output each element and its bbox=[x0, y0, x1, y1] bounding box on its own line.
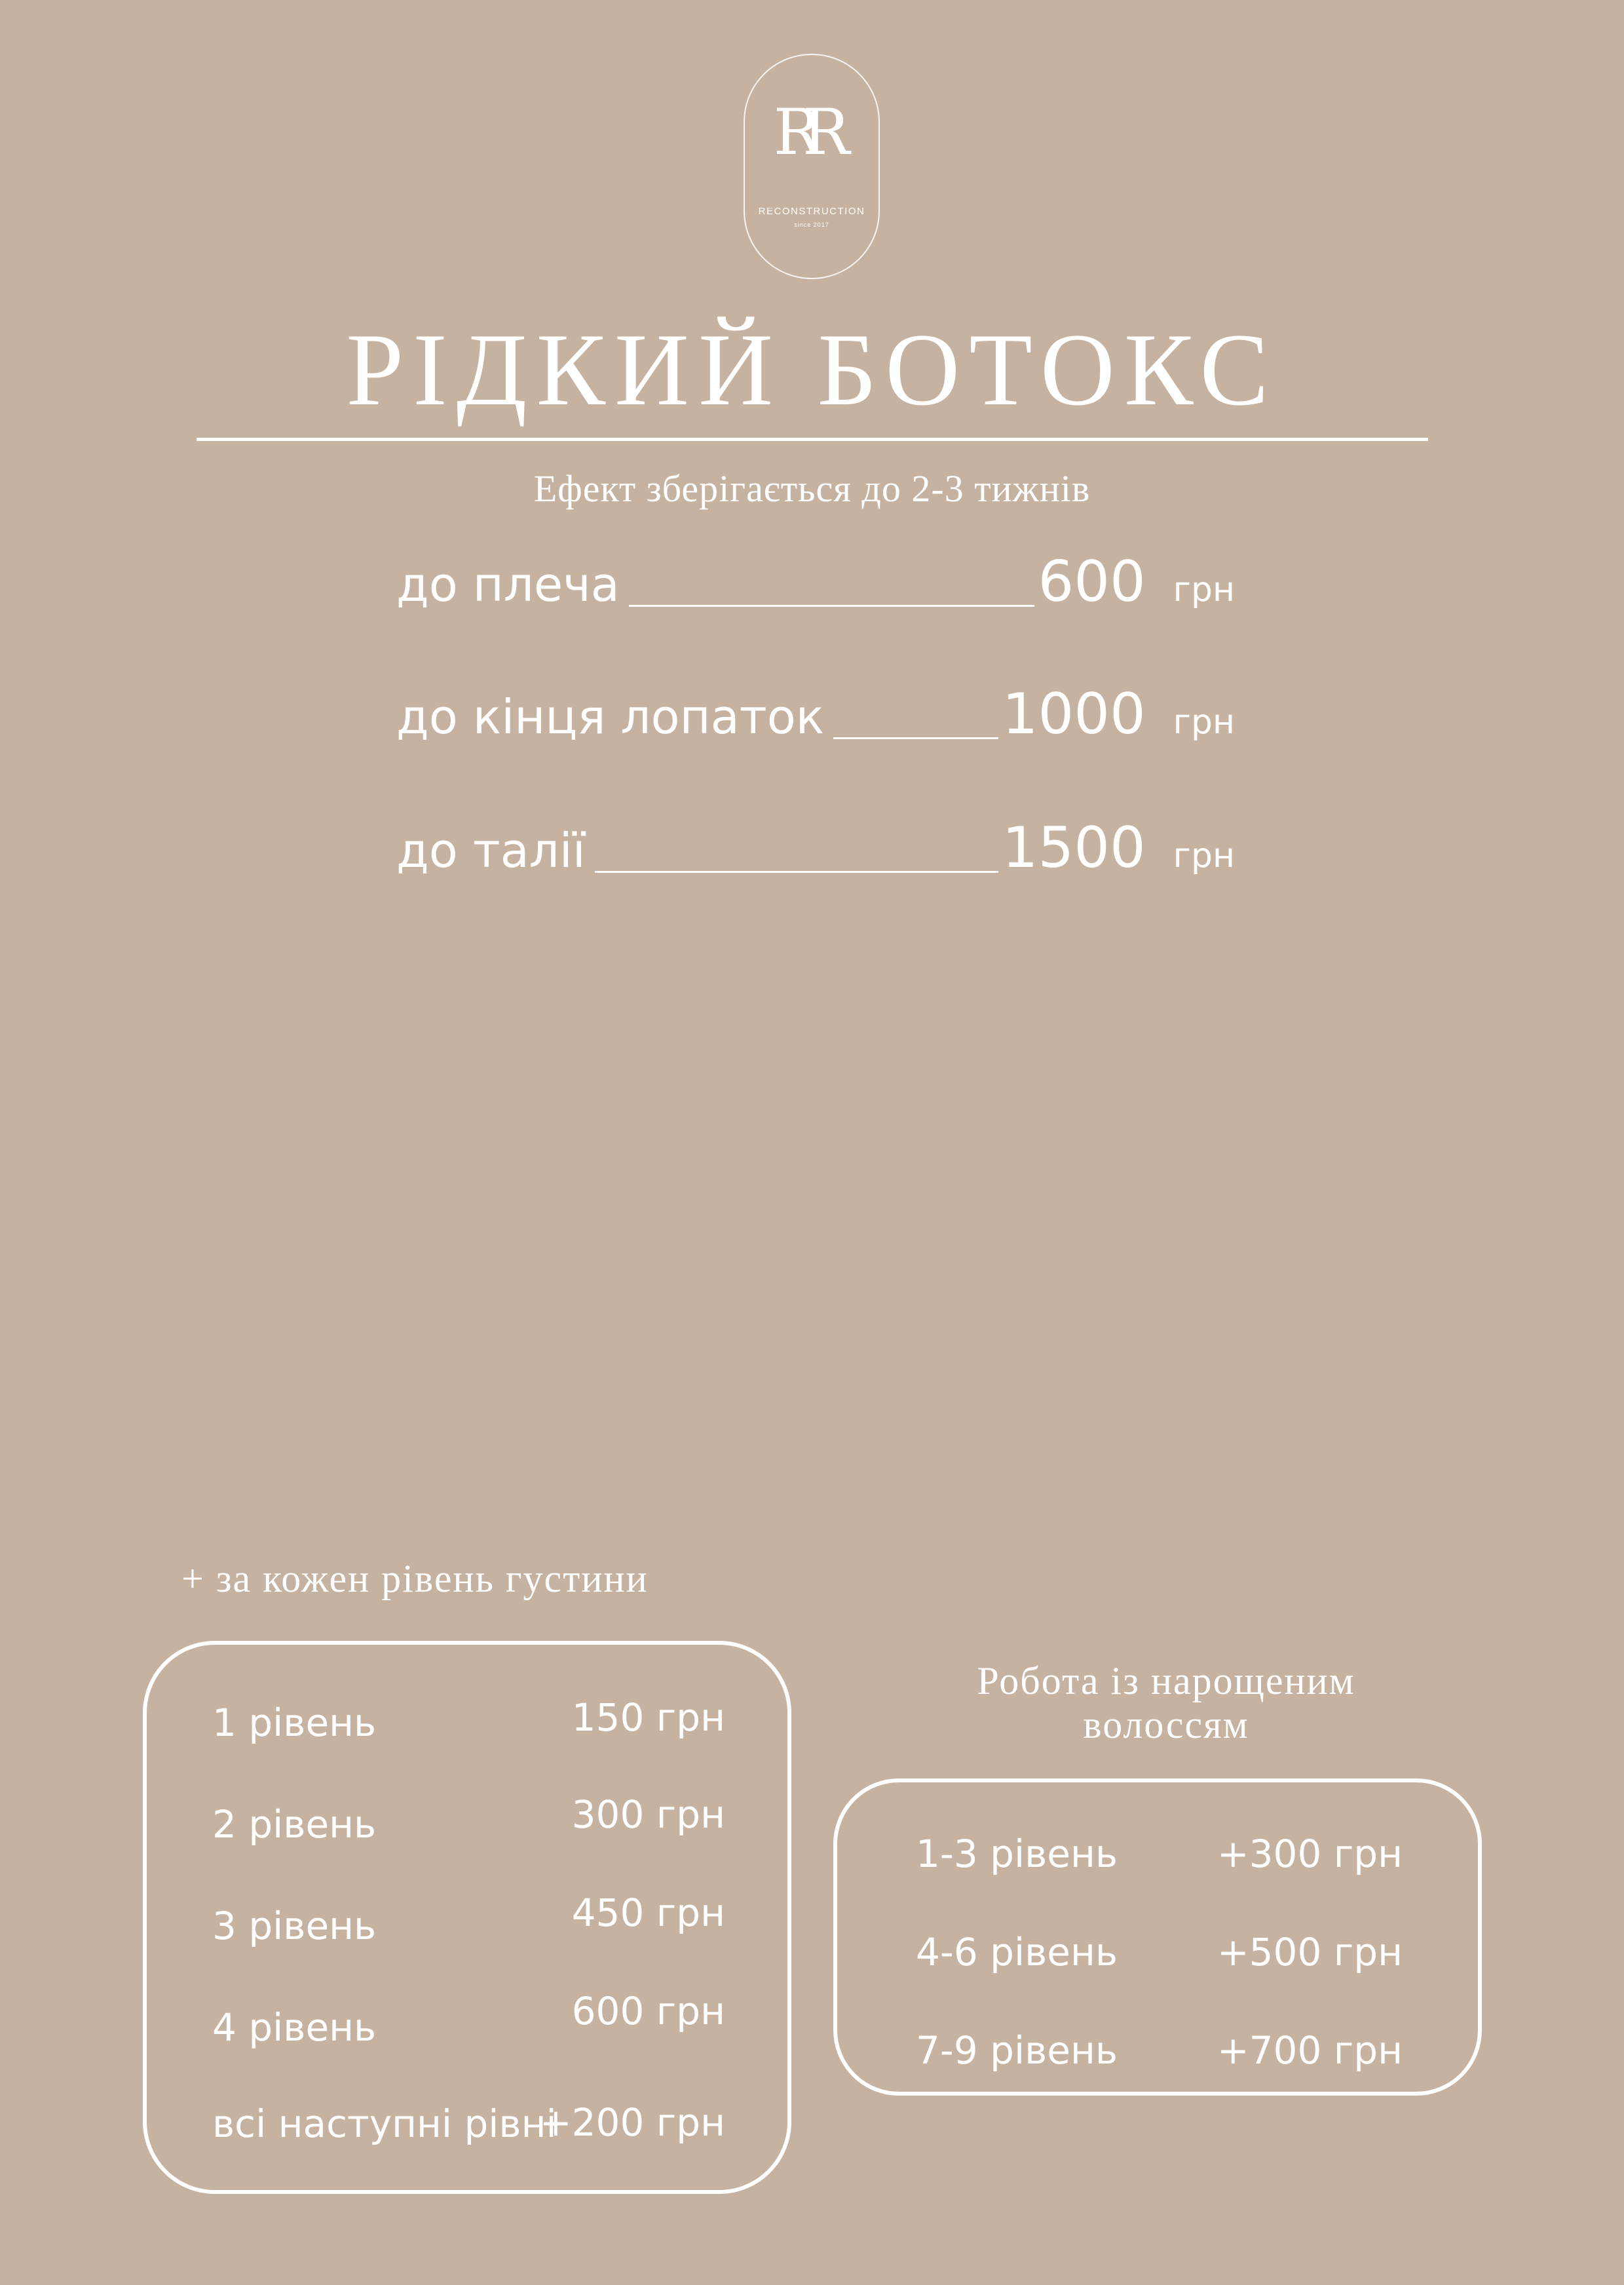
page-title: РІДКИЙ БОТОКС bbox=[346, 313, 1278, 427]
density-price: 300 грн bbox=[571, 1792, 725, 1837]
density-heading: + за кожен рівень густини bbox=[181, 1557, 649, 1600]
extensions-level: 4-6 рівень bbox=[916, 1930, 1118, 1974]
density-price: 150 грн bbox=[571, 1695, 725, 1740]
logo-brand-name: RECONSTRUCTION bbox=[758, 206, 865, 217]
price-value: 600 bbox=[1038, 549, 1146, 615]
extensions-heading-line: Робота із нарощеним bbox=[977, 1659, 1355, 1702]
density-level: 4 рівень bbox=[212, 2005, 377, 2050]
price-label: до кінця лопаток bbox=[396, 689, 825, 744]
price-currency: грн bbox=[1173, 570, 1235, 609]
density-level: 2 рівень bbox=[212, 1802, 377, 1847]
extensions-price: +500 грн bbox=[1217, 1930, 1403, 1974]
brand-logo bbox=[744, 54, 880, 279]
extensions-heading bbox=[878, 1659, 1454, 1747]
price-value: 1500 bbox=[1002, 815, 1146, 881]
price-label: до талії bbox=[396, 823, 586, 878]
density-price: 600 грн bbox=[571, 1989, 725, 2033]
logo-monogram: RR bbox=[773, 96, 832, 169]
price-currency: грн bbox=[1173, 702, 1235, 742]
price-label: до плеча bbox=[396, 557, 620, 612]
extensions-price: +300 грн bbox=[1217, 1832, 1403, 1876]
extensions-price: +700 грн bbox=[1217, 2028, 1403, 2073]
density-level: 3 рівень bbox=[212, 1904, 377, 1948]
price-leader-line bbox=[833, 737, 998, 739]
density-level: всі наступні рівні bbox=[212, 2102, 557, 2146]
price-row bbox=[396, 682, 1235, 747]
price-value: 1000 bbox=[1002, 682, 1146, 747]
price-leader-line bbox=[595, 871, 998, 873]
title-divider bbox=[197, 438, 1428, 441]
density-price: 450 грн bbox=[571, 1891, 725, 1935]
extensions-level: 7-9 рівень bbox=[916, 2028, 1118, 2073]
density-price-box bbox=[143, 1641, 791, 2194]
extensions-level: 1-3 рівень bbox=[916, 1832, 1118, 1876]
density-level: 1 рівень bbox=[212, 1700, 377, 1745]
extensions-heading-line: волоссям bbox=[1083, 1703, 1249, 1747]
price-leader-line bbox=[629, 605, 1034, 607]
price-row bbox=[396, 815, 1235, 881]
logo-since: since 2017 bbox=[794, 221, 829, 228]
price-row bbox=[396, 549, 1235, 615]
price-currency: грн bbox=[1173, 836, 1235, 875]
page-subtitle: Ефект зберігається до 2-3 тижнів bbox=[533, 467, 1091, 510]
extensions-price-box bbox=[833, 1778, 1482, 2096]
density-price: +200 грн bbox=[540, 2100, 725, 2145]
